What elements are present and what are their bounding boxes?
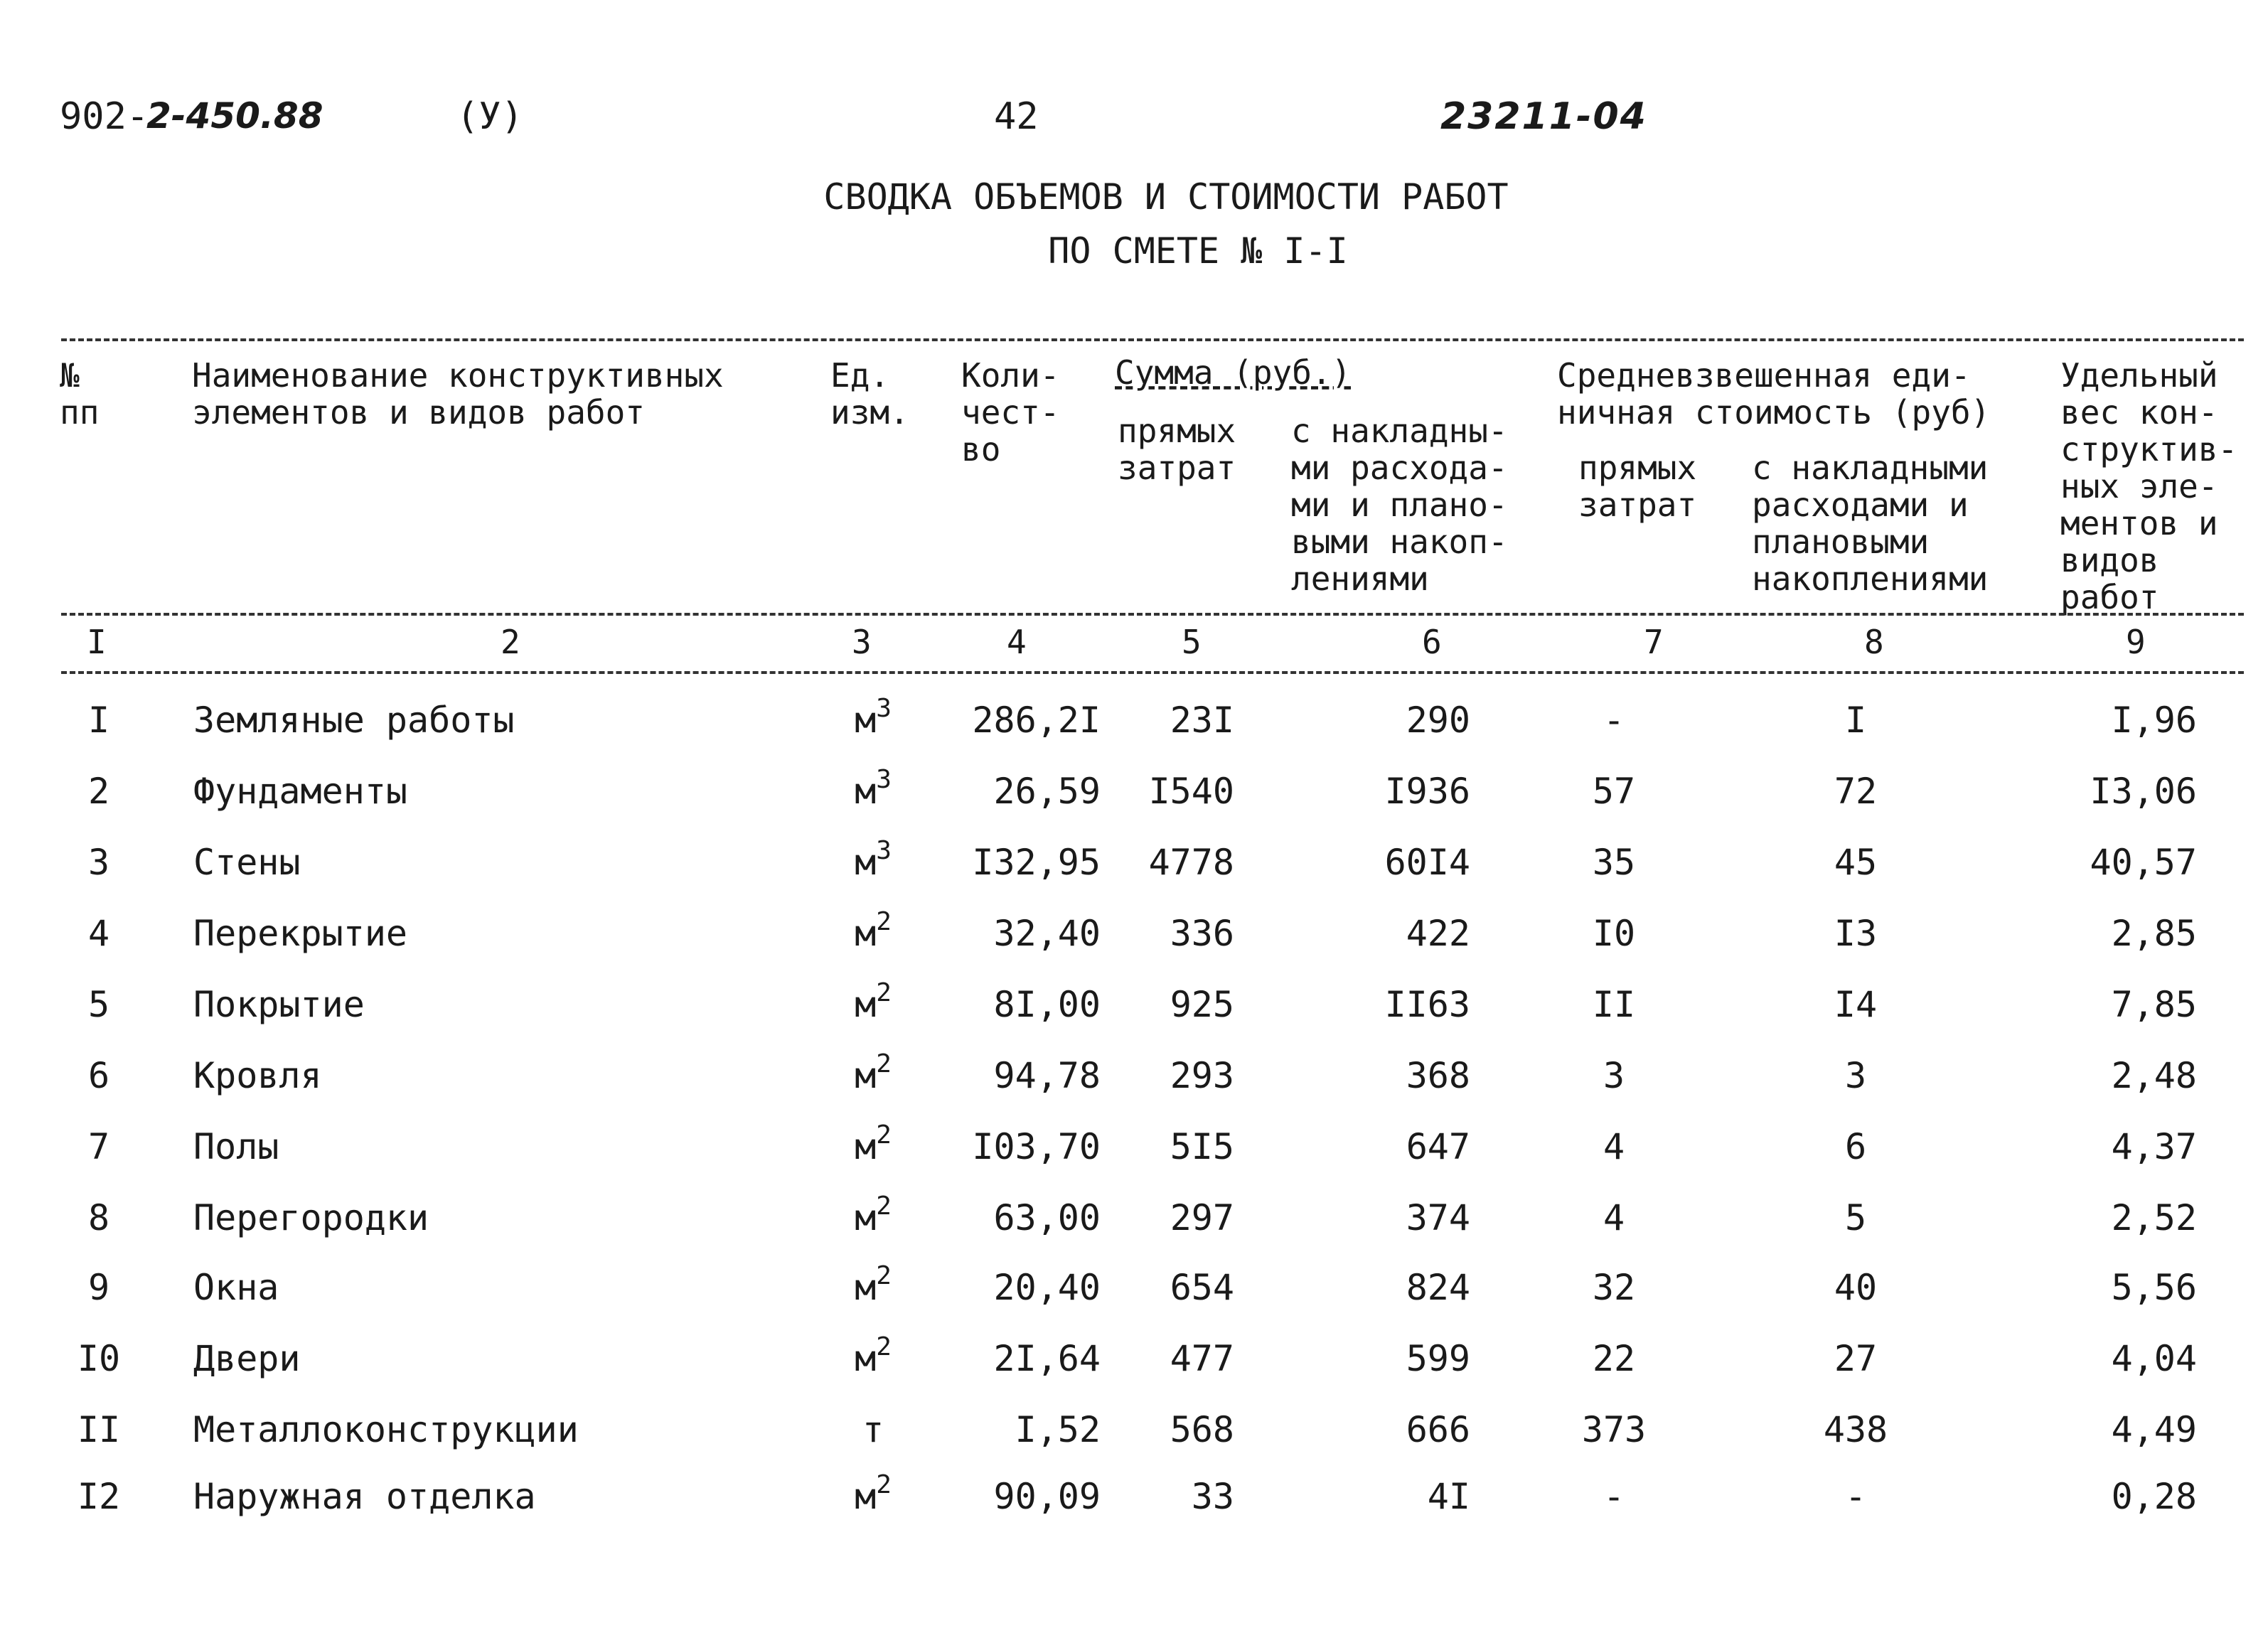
page-number: 42 (994, 95, 1039, 138)
work-name: Перекрытие (193, 913, 408, 954)
col-header-sum-overhead: с накладны- ми расхода- ми и плано- выми накоп- лениями (1291, 412, 1508, 598)
specific-weight: 40,57 (2090, 842, 2197, 883)
col-number-1: I (87, 623, 107, 661)
work-name: Полы (193, 1126, 279, 1167)
col-number-3: 3 (852, 623, 872, 661)
table-row (0, 694, 2268, 745)
avg-unit-with-overhead: 27 (1834, 1338, 1878, 1379)
col-number-2: 2 (501, 623, 520, 661)
quantity: 32,40 (993, 913, 1101, 954)
sum-with-overhead: 422 (1406, 913, 1470, 954)
sum-direct-costs: 23I (1170, 700, 1234, 741)
sum-direct-costs: I540 (1148, 771, 1234, 812)
sum-direct-costs: 477 (1170, 1338, 1234, 1379)
row-number: 3 (87, 842, 110, 883)
row-number: I (87, 700, 110, 741)
avg-unit-with-overhead: I3 (1834, 913, 1878, 954)
avg-unit-direct-costs: 4 (1603, 1197, 1625, 1238)
quantity: 2I,64 (993, 1338, 1101, 1379)
table-row (0, 836, 2268, 887)
avg-unit-with-overhead: 45 (1834, 842, 1878, 883)
row-number: I2 (77, 1476, 121, 1517)
work-name: Кровля (193, 1055, 322, 1096)
avg-unit-with-overhead: 40 (1834, 1267, 1878, 1308)
col-header-sum-direct: прямых затрат (1118, 412, 1236, 487)
sum-with-overhead: 60I4 (1384, 842, 1470, 883)
avg-unit-with-overhead: 72 (1834, 771, 1878, 812)
page-subtitle: ПО СМЕТЕ № I-I (1048, 230, 1348, 272)
table-row (0, 1261, 2268, 1312)
sum-with-overhead: 647 (1406, 1126, 1470, 1167)
col-number-7: 7 (1644, 623, 1664, 661)
table-row (0, 1049, 2268, 1101)
avg-unit-direct-costs: 3 (1603, 1055, 1625, 1096)
specific-weight: 2,48 (2111, 1055, 2197, 1096)
table-top-rule (61, 338, 2244, 341)
row-number: 7 (87, 1126, 110, 1167)
col-header-avg-group: Средневзвешенная еди- ничная стоимость (руб) (1557, 356, 1991, 432)
col-header-qty: Коли- чест- во (961, 356, 1060, 469)
specific-weight: 2,52 (2111, 1197, 2197, 1238)
sum-with-overhead: 290 (1406, 700, 1470, 741)
work-name: Двери (193, 1338, 301, 1379)
unit-of-measure: $м^2$ (855, 1049, 892, 1096)
sum-direct-costs: 33 (1191, 1476, 1234, 1517)
specific-weight: 5,56 (2111, 1267, 2197, 1308)
table-row (0, 907, 2268, 958)
quantity: 20,40 (993, 1267, 1101, 1308)
unit-of-measure: $м^2$ (855, 1332, 892, 1379)
quantity: 63,00 (993, 1197, 1101, 1238)
sum-with-overhead: I936 (1384, 771, 1470, 812)
sum-with-overhead: 4I (1427, 1476, 1470, 1517)
unit-of-measure: $м^3$ (855, 765, 892, 812)
unit-of-measure: $м^2$ (855, 1120, 892, 1167)
unit-of-measure: $м^2$ (855, 1470, 892, 1517)
avg-unit-direct-costs: - (1603, 1476, 1625, 1517)
avg-unit-with-overhead: I (1844, 700, 1867, 741)
specific-weight: 7,85 (2111, 984, 2197, 1025)
table-row (0, 1192, 2268, 1243)
unit-of-measure: $м^2$ (855, 1192, 892, 1238)
col-header-weight: Удельный вес кон- структив- ных эле- ментов и видов работ (2060, 356, 2238, 616)
table-row (0, 765, 2268, 816)
avg-unit-direct-costs: I0 (1592, 913, 1636, 954)
avg-unit-direct-costs: 4 (1603, 1126, 1625, 1167)
quantity: I32,95 (972, 842, 1101, 883)
page-title: СВОДКА ОБЪЕМОВ И СТОИМОСТИ РАБОТ (823, 176, 1509, 218)
sum-direct-costs: 336 (1170, 913, 1234, 954)
row-number: 5 (87, 984, 110, 1025)
specific-weight: 2,85 (2111, 913, 2197, 954)
specific-weight: 4,49 (2111, 1409, 2197, 1450)
work-name: Фундаменты (193, 771, 408, 812)
table-row (0, 1332, 2268, 1383)
quantity: I03,70 (972, 1126, 1101, 1167)
sum-with-overhead: 824 (1406, 1267, 1470, 1308)
document-code-handwritten: 2-450.88 (146, 95, 323, 136)
row-number: 2 (87, 771, 110, 812)
avg-unit-with-overhead: 5 (1844, 1197, 1867, 1238)
avg-unit-with-overhead: 3 (1844, 1055, 1867, 1096)
work-name: Окна (193, 1267, 279, 1308)
quantity: I,52 (1015, 1409, 1101, 1450)
specific-weight: 4,04 (2111, 1338, 2197, 1379)
col-header-avg-overhead: с накладными расходами и плановыми накоплениями (1752, 449, 1989, 598)
quantity: 8I,00 (993, 984, 1101, 1025)
work-name: Наружная отделка (193, 1476, 536, 1517)
col-number-8: 8 (1864, 623, 1884, 661)
document-code-typed: 902- (60, 95, 149, 138)
quantity: 286,2I (972, 700, 1101, 741)
col-header-name: Наименование конструктивных элементов и видов работ (192, 356, 724, 432)
sum-direct-costs: 4778 (1148, 842, 1234, 883)
avg-unit-direct-costs: II (1592, 984, 1636, 1025)
table-row (0, 1409, 2268, 1455)
specific-weight: I3,06 (2090, 771, 2197, 812)
col-header-sum-group: Сумма (руб.) (1115, 353, 1352, 392)
col-header-pp: № пп (60, 356, 100, 432)
unit-of-measure: $м^2$ (855, 1261, 892, 1308)
sum-with-overhead: 666 (1406, 1409, 1470, 1450)
col-number-5: 5 (1182, 623, 1202, 661)
quantity: 94,78 (993, 1055, 1101, 1096)
work-name: Перегородки (193, 1197, 429, 1238)
avg-unit-with-overhead: 438 (1823, 1409, 1888, 1450)
table-row (0, 1120, 2268, 1172)
work-name: Металлоконструкции (193, 1409, 579, 1450)
sum-with-overhead: 374 (1406, 1197, 1470, 1238)
avg-unit-direct-costs: 373 (1581, 1409, 1647, 1450)
variant-mark: (У) (456, 95, 523, 138)
work-name: Стены (193, 842, 301, 883)
row-number: 6 (87, 1055, 110, 1096)
avg-unit-direct-costs: 32 (1592, 1267, 1636, 1308)
work-name: Земляные работы (193, 700, 515, 741)
sum-direct-costs: 5I5 (1170, 1126, 1234, 1167)
row-number: I0 (77, 1338, 121, 1379)
table-numbers-rule (61, 671, 2244, 674)
work-name: Покрытие (193, 984, 365, 1025)
row-number: II (77, 1409, 121, 1450)
sum-direct-costs: 297 (1170, 1197, 1234, 1238)
quantity: 90,09 (993, 1476, 1101, 1517)
sheet-code: 23211-04 (1440, 95, 1647, 138)
sum-direct-costs: 568 (1170, 1409, 1234, 1450)
table-header-rule (61, 613, 2244, 616)
avg-unit-direct-costs: 35 (1592, 842, 1636, 883)
specific-weight: I,96 (2111, 700, 2197, 741)
quantity: 26,59 (993, 771, 1101, 812)
avg-unit-with-overhead: - (1844, 1476, 1867, 1517)
table-row (0, 1470, 2268, 1521)
unit-of-measure: $м^3$ (855, 836, 892, 883)
sum-with-overhead: II63 (1384, 984, 1470, 1025)
avg-unit-with-overhead: 6 (1844, 1126, 1867, 1167)
unit-of-measure: $м^2$ (855, 978, 892, 1025)
sum-direct-costs: 925 (1170, 984, 1234, 1025)
row-number: 4 (87, 913, 110, 954)
unit-of-measure: $м^3$ (855, 694, 892, 741)
sum-direct-costs: 654 (1170, 1267, 1234, 1308)
sum-with-overhead: 599 (1406, 1338, 1470, 1379)
col-number-6: 6 (1422, 623, 1442, 661)
table-row (0, 978, 2268, 1029)
specific-weight: 4,37 (2111, 1126, 2197, 1167)
avg-unit-direct-costs: 22 (1592, 1338, 1636, 1379)
row-number: 9 (87, 1267, 110, 1308)
sum-direct-costs: 293 (1170, 1055, 1234, 1096)
avg-unit-direct-costs: - (1603, 700, 1625, 741)
unit-of-measure: т (862, 1409, 884, 1450)
avg-unit-direct-costs: 57 (1592, 771, 1636, 812)
col-number-9: 9 (2126, 623, 2146, 661)
unit-of-measure: $м^2$ (855, 907, 892, 954)
avg-unit-with-overhead: I4 (1834, 984, 1878, 1025)
col-header-unit: Ед. изм. (830, 356, 909, 432)
row-number: 8 (87, 1197, 110, 1238)
col-number-4: 4 (1007, 623, 1027, 661)
col-header-avg-direct: прямых затрат (1578, 449, 1697, 524)
sum-with-overhead: 368 (1406, 1055, 1470, 1096)
specific-weight: 0,28 (2111, 1476, 2197, 1517)
